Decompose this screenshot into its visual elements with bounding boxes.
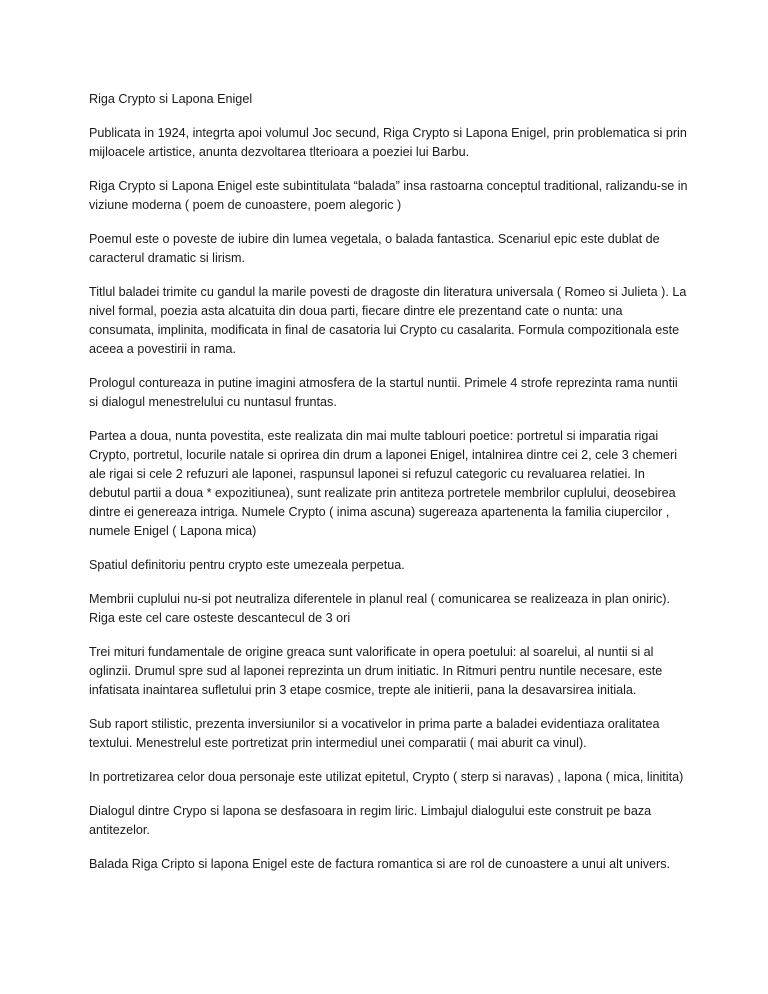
paragraph-3: Poemul este o poveste de iubire din lumea vegetala, o balada fantastica. Scenariul epic este dublat de caracterul dramatic si lirism. xyxy=(89,232,660,265)
paragraph-11: In portretizarea celor doua personaje este utilizat epitetul, Crypto ( sterp si naravas) , lapona ( mica, linitita) xyxy=(89,770,684,784)
paragraph-2: Riga Crypto si Lapona Enigel este subintitulata “balada” insa rastoarna conceptul traditional, ralizandu-se in viziune moderna ( poem de cunoastere, poem alegoric ) xyxy=(89,179,688,212)
paragraph-10: Sub raport stilistic, prezenta inversiunilor si a vocativelor in prima parte a baladei evidentiaza oralitatea textului. Menestrelul este portretizat prin intermediul unei comparatii ( mai aburit ca vinul). xyxy=(89,717,660,750)
paragraph-1: Publicata in 1924, integrta apoi volumul Joc secund, Riga Crypto si Lapona Enigel, prin problematica si prin mijloacele artistice, anunta dezvoltarea tlterioara a poeziei lui Barbu. xyxy=(89,126,687,159)
paragraph-7: Spatiul definitoriu pentru crypto este umezeala perpetua. xyxy=(89,558,405,572)
paragraph-4: Titlul baladei trimite cu gandul la marile povesti de dragoste din literatura universala ( Romeo si Julieta ). La nivel formal, poezia asta alcatuita din doua parti, fiecare dintre ele prezentand cate o nunta: una consumata, implinita, modificata in final de casatoria lui Crypto cu casalarita. Formula compozitionala este aceea a povestirii in rama. xyxy=(89,285,687,356)
paragraph-6: Partea a doua, nunta povestita, este realizata din mai multe tablouri poetice: portretul si imparatia rigai Crypto, portretul, locurile natale si oprirea din drum a laponei Enigel, intalnirea dintre cei 2, cele 3 chemeri ale rigai si cele 2 refuzuri ale laponei, raspunsul laponei si refuzul categoric cu revaluarea relatiei. In debutul partii a doua * expozitiunea), sunt realizate prin antiteza portretele membrilor cuplului, deosebirea dintre ei genereaza intriga. Numele Crypto ( inima ascuna) sugereaza apartenenta la familia ciupercilor , numele Enigel ( Lapona mica) xyxy=(89,429,678,538)
paragraph-13: Balada Riga Cripto si lapona Enigel este de factura romantica si are rol de cunoastere a unui alt univers. xyxy=(89,857,671,871)
paragraph-8: Membrii cuplului nu-si pot neutraliza diferentele in planul real ( comunicarea se realizeaza in plan oniric). Riga este cel care osteste descantecul de 3 ori xyxy=(89,592,671,625)
document-body xyxy=(89,90,689,889)
paragraph-12: Dialogul dintre Crypo si lapona se desfasoara in regim liric. Limbajul dialogului este construit pe baza antitezelor. xyxy=(89,804,652,837)
document-title: Riga Crypto si Lapona Enigel xyxy=(89,92,253,106)
paragraph-5: Prologul contureaza in putine imagini atmosfera de la startul nuntii. Primele 4 strofe reprezinta rama nuntii si dialogul menestrelului cu nuntasul fruntas. xyxy=(89,376,678,409)
paragraph-9: Trei mituri fundamentale de origine greaca sunt valorificate in opera poetului: al soarelui, al nuntii si al oglinzii. Drumul spre sud al laponei reprezinta un drum initiatic. In Ritmuri pentru nuntile necesare, este infatisata inaintarea sufletului prin 3 etape cosmice, trepte ale initierii, pana la desavarsirea initiala. xyxy=(89,645,663,697)
